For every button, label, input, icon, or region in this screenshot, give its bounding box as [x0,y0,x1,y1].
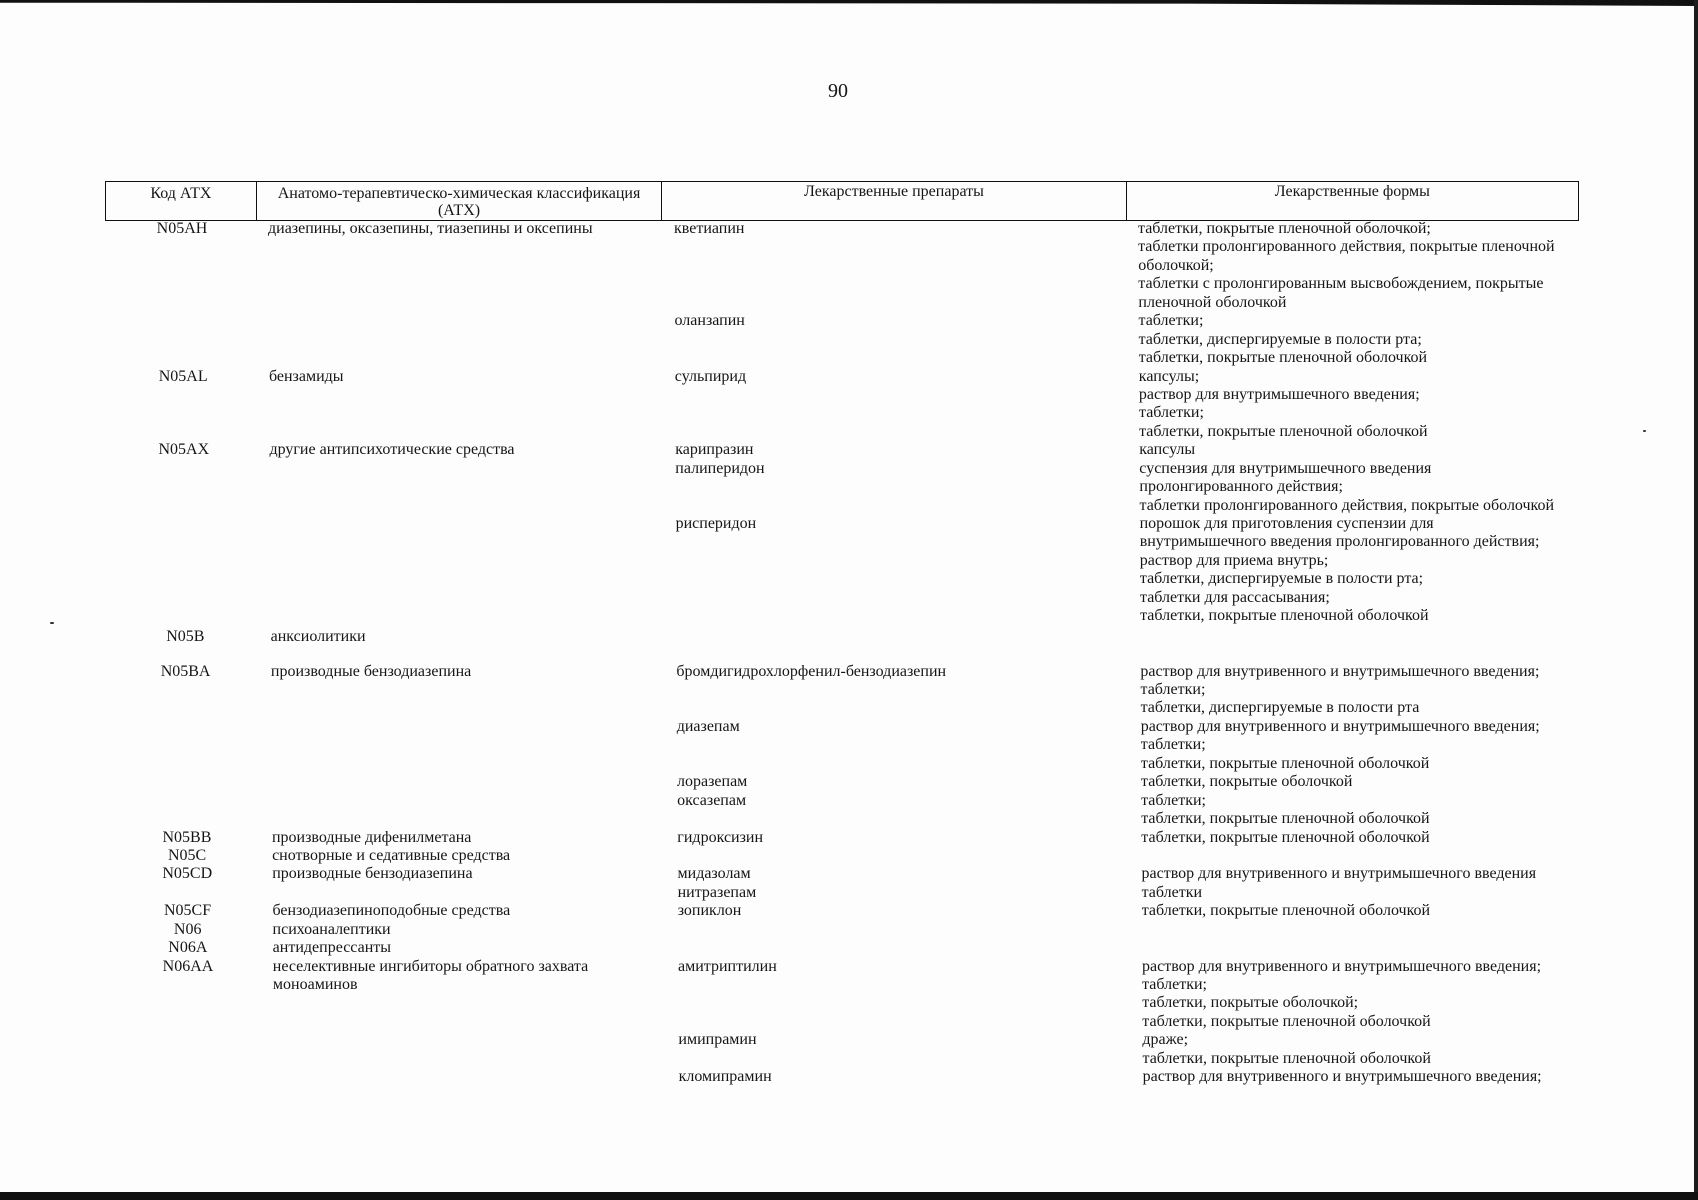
dosage-form: таблетки; [1138,312,1204,330]
dosage-form: капсулы [1139,441,1196,459]
dosage-form: раствор для внутримышечного введения; [1138,385,1420,403]
dosage-form: таблетки; [1140,736,1206,754]
drug-name: амитриптилин [678,957,777,975]
dosage-form: капсулы; [1138,367,1200,385]
header-classification-label: (АТХ) [437,202,481,219]
drug-name: мидазолам [677,865,751,883]
drug-name: карипразин [675,441,754,459]
dosage-form: таблетки, покрытые пленочной оболочкой [1138,349,1428,367]
drug-name: кломипрамин [678,1068,772,1086]
drug-name: нитразепам [677,883,757,901]
dosage-form: таблетки, покрытые оболочкой; [1142,994,1359,1012]
atc-code: N05BB [162,828,212,846]
atc-code: N05BA [160,662,211,680]
atc-code: N05B [166,627,205,645]
atc-code: N05C [167,846,207,864]
header-drugs-label: Лекарственные препараты [804,183,984,200]
dosage-form: таблетки, покрытые оболочкой [1141,773,1353,791]
dosage-form: таблетки, диспергируемые в полости рта; [1138,330,1422,348]
drug-name: имипрамин [678,1031,757,1049]
dosage-form: раствор для внутривенного и внутримышечного введения; [1140,662,1540,680]
header-code-label: Код АТХ [150,185,212,202]
dosage-form: раствор для внутривенного и внутримышечного введения; [1142,957,1542,975]
atc-classification: снотворные и седативные средства [272,846,511,864]
atc-classification: бензодиазепиноподобные средства [272,902,511,920]
atc-code: N05AX [158,441,210,459]
dosage-form: таблетки, покрытые пленочной оболочкой [1140,754,1430,772]
dosage-form: таблетки, покрытые пленочной оболочкой [1142,1012,1431,1030]
atc-classification: производные бензодиазепина [270,662,472,680]
drug-name: лоразепам [677,773,748,791]
header-classification-label: Анатомо-терапевтическо-химическая классификация [277,185,641,202]
atc-classification: диазепины, оксазепины, тиазепины и оксепины [268,220,593,237]
dosage-form: таблетки, покрытые пленочной оболочкой [1141,902,1431,920]
atc-code: N06A [168,939,208,957]
dosage-form: порошок для приготовления суспензии для [1139,515,1434,533]
dosage-form: суспензия для внутримышечного введения [1139,459,1432,477]
dosage-form: таблетки, покрытые пленочной оболочкой; [1138,220,1431,237]
atc-code: N06 [173,920,202,938]
drug-name: бромдигидрохлорфенил-бензодиазепин [676,662,947,680]
drug-name: палиперидон [675,459,765,477]
drug-name: диазепам [676,717,740,735]
dosage-form: таблетки [1141,883,1203,901]
atc-classification: антидепрессанты [272,939,391,957]
atc-classification: неселективные ингибиторы обратного захвата [272,957,589,975]
drug-name: гидроксизин [677,828,764,846]
dosage-form: пленочной оболочкой [1138,293,1287,311]
atc-code: N05AL [158,367,208,385]
dosage-form: таблетки, диспергируемые в полости рта; [1139,570,1424,588]
dosage-form: таблетки, покрытые пленочной оболочкой [1141,828,1430,846]
header-forms-label: Лекарственные формы [1274,183,1430,200]
dosage-form: раствор для внутривенного и внутримышечного введения [1141,865,1537,883]
drug-name: сульпирид [674,367,747,385]
atc-code: N05AH [156,220,208,237]
drug-name: оксазепам [677,791,747,809]
atc-classification: психоаналептики [272,920,391,938]
dosage-form: таблетки; [1141,791,1206,809]
dosage-form: таблетки; [1139,404,1204,422]
dosage-form: внутримышечного введения пролонгированного действия; [1139,533,1540,551]
dosage-form: раствор для внутривенного и внутримышечного введения; [1142,1068,1542,1086]
atc-classification: другие антипсихотические средства [269,441,515,459]
drug-name: рисперидон [675,515,757,533]
dosage-form: раствор для внутривенного и внутримышечного введения; [1140,717,1540,735]
dosage-form: таблетки для рассасывания; [1140,588,1330,606]
atc-classification: производные бензодиазепина [272,865,473,883]
dosage-form: таблетки пролонгированного действия, покрытые пленочной [1138,238,1555,256]
page-number: 90 [828,80,848,102]
dosage-form: таблетки, покрытые пленочной оболочкой [1142,1049,1431,1067]
dosage-form: таблетки, покрытые пленочной оболочкой [1140,607,1429,625]
dosage-form: таблетки, покрытые пленочной оболочкой [1139,422,1428,440]
drug-name: кветиапин [674,220,745,237]
atc-classification: бензамиды [268,367,344,385]
dosage-form: пролонгированного действия; [1139,478,1343,496]
drug-name: зопиклон [677,902,742,920]
atc-classification: производные дифенилметана [271,828,472,846]
dosage-form: таблетки, диспергируемые в полости рта [1140,699,1420,717]
dosage-form: таблетки; [1140,681,1206,698]
atc-code: N05CD [162,865,213,883]
dosage-form: драже; [1142,1031,1189,1049]
atc-classification: анксиолитики [270,627,366,645]
dosage-form: оболочкой; [1138,256,1214,274]
dosage-form: таблетки с пролонгированным высвобождением, покрытые [1138,275,1544,293]
dosage-form: таблетки пролонгированного действия, покрытые оболочкой [1139,496,1555,514]
atc-classification: моноаминов [272,976,358,994]
dosage-form: таблетки, покрытые пленочной оболочкой [1141,810,1430,828]
atc-code: N05CF [163,902,212,920]
dosage-form: таблетки; [1142,976,1207,994]
dosage-form: раствор для приема внутрь; [1139,551,1329,569]
drug-name: оланзапин [674,312,745,330]
atc-code: N06AA [162,957,214,975]
